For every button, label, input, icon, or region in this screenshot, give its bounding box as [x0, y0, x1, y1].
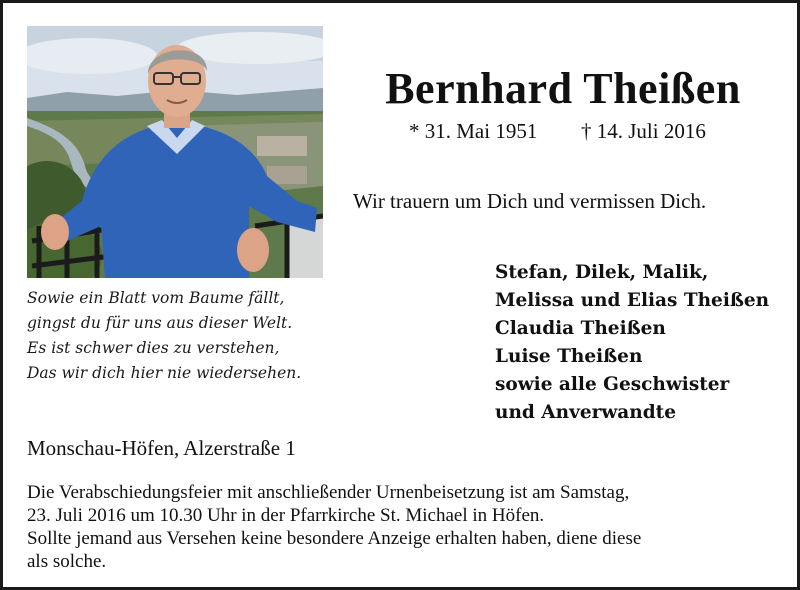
info-line: Sollte jemand aus Versehen keine besondere Anzeige erhalten haben, diene diese: [27, 528, 642, 549]
poem-line: gingst du für uns aus dieser Welt.: [27, 314, 293, 332]
portrait-photo: [27, 26, 323, 278]
death-date: † 14. Juli 2016: [581, 119, 706, 143]
info-line: Die Verabschiedungsfeier mit anschließender Urnenbeisetzung ist am Samstag,: [27, 482, 630, 503]
mourning-line: Wir trauern um Dich und vermissen Dich.: [353, 189, 707, 213]
family-line: Claudia Theißen: [495, 318, 666, 339]
ceremony-info: [27, 481, 787, 573]
deceased-name: Bernhard Theißen: [385, 64, 741, 113]
info-line: 23. Juli 2016 um 10.30 Uhr in der Pfarrkirche St. Michael in Höfen.: [27, 505, 545, 526]
birth-date: * 31. Mai 1951: [409, 119, 538, 143]
family-line: sowie alle Geschwister: [495, 374, 730, 395]
family-line: Melissa und Elias Theißen: [495, 290, 770, 311]
poem-line: Das wir dich hier nie wiedersehen.: [27, 364, 302, 382]
family-line: und Anverwandte: [495, 402, 676, 423]
address: Monschau-Höfen, Alzerstraße 1: [27, 436, 296, 460]
family-line: Luise Theißen: [495, 346, 643, 367]
family-line: Stefan, Dilek, Malik,: [495, 262, 709, 283]
poem-line: Es ist schwer dies zu verstehen,: [27, 339, 280, 357]
family-signatures: [495, 259, 769, 427]
poem: [27, 286, 301, 386]
info-line: als solche.: [27, 551, 107, 572]
poem-line: Sowie ein Blatt vom Baume fällt,: [27, 289, 285, 307]
